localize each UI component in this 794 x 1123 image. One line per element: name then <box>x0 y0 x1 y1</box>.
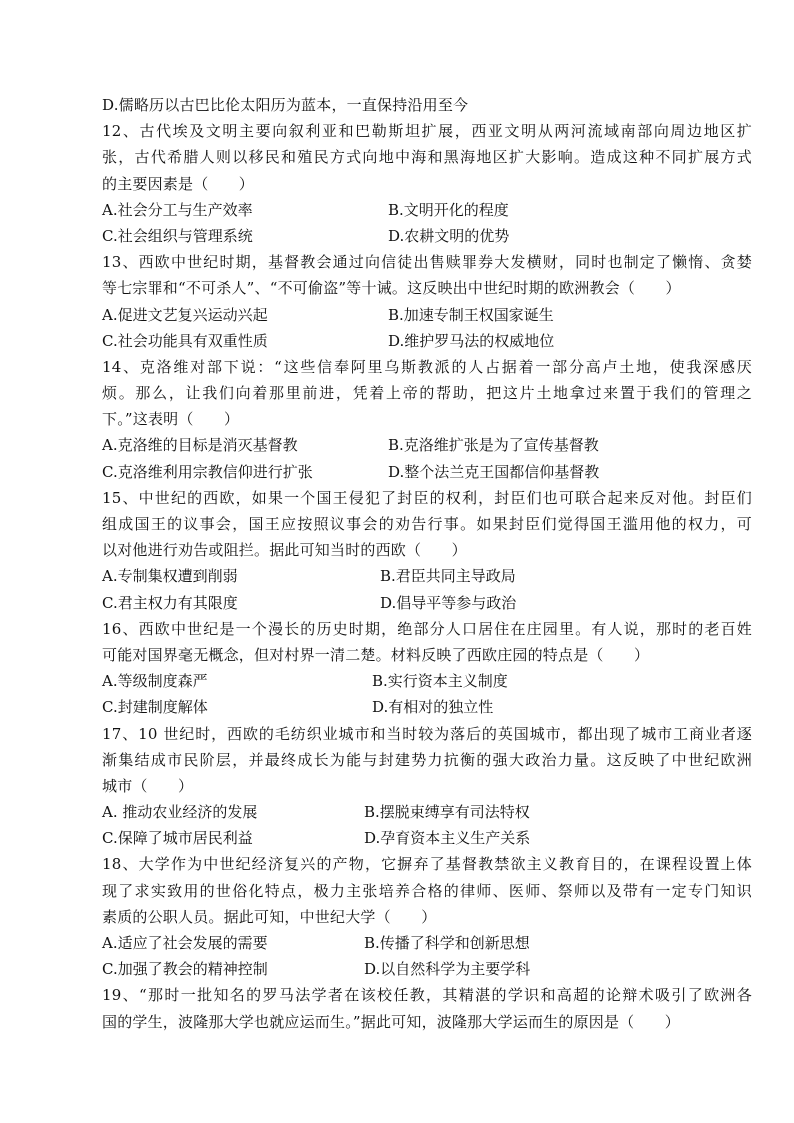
q17-stem-line-1: 17、10 世纪时，西欧的毛纺织业城市和当时较为落后的英国城市，都出现了城市工商业者逐 <box>102 724 752 743</box>
q15-option-d: D.倡导平等参与政治 <box>380 593 517 612</box>
q13-option-d: D.维护罗马法的权威地位 <box>388 331 555 350</box>
question-15 <box>102 485 752 616</box>
q12-option-a: A.社会分工与生产效率 <box>102 200 253 219</box>
q15-options-row-1 <box>102 563 752 589</box>
q13-stem-line-1: 13、西欧中世纪时期，基督教会通过向信徒出售赎罪券大发横财，同时也制定了懒惰、贪婪 <box>102 253 752 272</box>
q16-options-row-1 <box>102 668 752 694</box>
q14-option-c: C.克洛维利用宗教信仰进行扩张 <box>102 462 313 481</box>
q18-stem-line-3: 素质的公职人员。据此可知，中世纪大学（ ） <box>102 907 437 926</box>
q13-options-row-1 <box>102 302 752 328</box>
q16-options-row-2 <box>102 694 752 720</box>
q12-option-c: C.社会组织与管理系统 <box>102 226 253 245</box>
q13-options-row-2 <box>102 328 752 354</box>
q13-option-b: B.加速专制王权国家诞生 <box>388 305 554 324</box>
question-13 <box>102 249 752 354</box>
q15-option-b: B.君臣共同主导政局 <box>380 567 516 586</box>
q13-stem-line-2: 等七宗罪和“不可杀人”、“不可偷盗”等十诫。这反映出中世纪时期的欧洲教会（ ） <box>102 279 681 298</box>
q14-option-d: D.整个法兰克王国都信仰基督教 <box>388 462 600 481</box>
q15-options-row-2 <box>102 590 752 616</box>
q14-option-a: A.克洛维的目标是消灭基督教 <box>102 436 298 455</box>
q18-option-d: D.以自然科学为主要学科 <box>364 960 531 979</box>
question-16 <box>102 616 752 721</box>
q12-stem-line-1: 12、古代埃及文明主要向叙利亚和巴勒斯坦扩展，西亚文明从两河流域南部向周边地区扩 <box>102 122 752 141</box>
q18-option-b: B.传播了科学和创新思想 <box>364 934 530 952</box>
q16-stem-line-1: 16、西欧中世纪是一个漫长的历史时期，绝部分人口居住在庄园里。有人说，那时的老百姓 <box>102 619 752 638</box>
q17-stem-line-3: 城市（ ） <box>102 776 194 795</box>
q14-option-b: B.克洛维扩张是为了宣传基督教 <box>388 436 599 455</box>
q12-option-d: D.农耕文明的优势 <box>388 226 510 245</box>
q17-option-c: C.保障了城市居民利益 <box>102 829 253 848</box>
q16-option-c: C.封建制度解体 <box>102 698 208 717</box>
q12-option-b: B.文明开化的程度 <box>388 200 509 219</box>
q18-stem-line-1: 18、大学作为中世纪经济复兴的产物，它摒弃了基督教禁欲主义教育目的，在课程设置上体 <box>102 855 752 874</box>
q15-stem-line-2: 组成国王的议事会，国王应按照议事会的劝告行事。如果封臣们觉得国王滥用他的权力，可 <box>102 515 752 533</box>
q14-stem-line-1: 14、克洛维对部下说：“这些信奉阿里乌斯教派的人占据着一部分高卢土地，使我深感厌 <box>102 357 752 376</box>
q14-options-row-2 <box>102 459 752 485</box>
question-12 <box>102 118 752 249</box>
q14-stem-line-2: 烦。那么，让我们向着那里前进，凭着上帝的帮助，把这片土地拿过来置于我们的管理之 <box>102 384 752 403</box>
q17-stem-line-2: 渐集结成市民阶层，并最终成长为能与封建势力抗衡的强大政治力量。这反映了中世纪欧洲 <box>102 750 752 769</box>
q17-option-d: D.孕育资本主义生产关系 <box>364 829 531 848</box>
q15-option-a: A.专制集权遭到削弱 <box>102 567 238 586</box>
q18-options-row-2 <box>102 956 752 982</box>
q19-stem-line-2: 国的学生，波隆那大学也就应运而生。”据此可知，波隆那大学运而生的原因是（ ） <box>102 1012 680 1031</box>
q11-option-d: D.儒略历以古巴比伦太阳历为蓝本，一直保持沿用至今 <box>102 96 469 114</box>
q18-option-a: A.适应了社会发展的需要 <box>102 934 268 952</box>
q12-options-row-2 <box>102 223 752 249</box>
q12-stem-line-2: 张，古代希腊人则以移民和殖民方式向地中海和黑海地区扩大影响。造成这种不同扩展方式 <box>102 148 752 167</box>
q18-options-row-1 <box>102 930 752 956</box>
q16-option-d: D.有相对的独立性 <box>372 698 494 717</box>
q17-option-b: B.摆脱束缚享有司法特权 <box>364 803 530 822</box>
q19-stem-line-1: 19、“那时一批知名的罗马法学者在该校任教，其精湛的学识和高超的论辩术吸引了欧洲各 <box>102 986 752 1005</box>
question-18 <box>102 851 752 982</box>
q16-option-b: B.实行资本主义制度 <box>372 672 508 691</box>
q13-option-c: C.社会功能具有双重性质 <box>102 331 268 350</box>
question-content <box>102 92 752 1035</box>
q15-option-c: C.君主权力有其限度 <box>102 593 238 612</box>
question-14 <box>102 354 752 485</box>
q14-options-row-1 <box>102 432 752 458</box>
q15-stem-line-1: 15、中世纪的西欧，如果一个国王侵犯了封臣的权利，封臣们也可联合起来反对他。封臣们 <box>102 488 752 507</box>
question-19 <box>102 982 752 1034</box>
q13-option-a: A.促进文艺复兴运动兴起 <box>102 305 268 324</box>
q15-stem-line-3: 以对他进行劝告或阻拦。据此可知当时的西欧（ ） <box>102 541 467 560</box>
q16-option-a: A.等级制度森严 <box>102 672 208 691</box>
q12-stem-line-3: 的主要因素是（ ） <box>102 174 255 193</box>
q17-options-row-1 <box>102 799 752 825</box>
q16-stem-line-2: 可能对国界毫无概念，但对村界一清二楚。材料反映了西欧庄园的特点是（ ） <box>102 645 650 664</box>
q18-option-c: C.加强了教会的精神控制 <box>102 960 268 979</box>
question-17 <box>102 721 752 852</box>
q17-options-row-2 <box>102 825 752 851</box>
q18-stem-line-2: 现了求实致用的世俗化特点，极力主张培养合格的律师、医师、祭师以及带有一定专门知识 <box>102 881 752 900</box>
q17-option-a: A. 推动农业经济的发展 <box>102 803 258 822</box>
q12-options-row-1 <box>102 197 752 223</box>
q14-stem-line-3: 下。”这表明（ ） <box>102 410 240 429</box>
